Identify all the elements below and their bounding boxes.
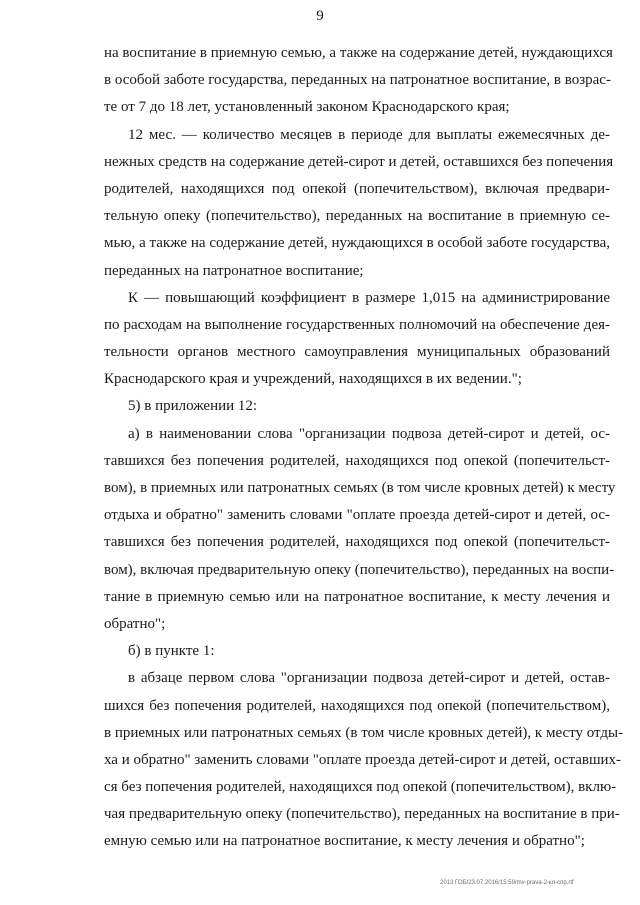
text-line: тельности органов местного самоуправления муниципальных образований (104, 344, 610, 361)
text-line: в абзаце первом слова "организации подвоза детей-сирот и детей, остав- (128, 670, 610, 687)
text-line: 12 мес. — количество месяцев в периоде для выплаты ежемесячных де- (128, 126, 610, 143)
page-number: 9 (316, 8, 324, 24)
text-line: тание в приемную семью или на патронатное воспитание, к месту лечения и (104, 588, 610, 605)
text-line: шихся без попечения родителей, находящихся под опекой (попечительством), (104, 697, 610, 714)
text-line: переданных на патронатное воспитание; (104, 262, 364, 279)
text-line: а) в наименовании слова "организации подвоза детей-сирот и детей, ос- (128, 425, 610, 442)
text-line: тавшихся без попечения родителей, находящихся под опекой (попечительст- (104, 452, 610, 469)
text-line: нежных средств на содержание детей-сирот и детей, оставшихся без попечения (104, 153, 614, 170)
text-line: вом), включая предварительную опеку (попечительство), переданных на воспи- (104, 561, 615, 578)
text-line: 5) в приложении 12: (128, 398, 258, 415)
text-line: отдыха и обратно" заменить словами "оплате проезда детей-сирот и детей, ос- (104, 507, 610, 524)
text-line: вом), в приемных или патронатных семьях (в том числе кровных детей) к месту (104, 480, 616, 496)
text-line: ся без попечения родителей, находящихся под опекой (попечительством), вклю- (104, 779, 617, 796)
text-line: Краснодарского края и учреждений, находящихся в их ведении."; (104, 371, 522, 388)
text-line: в приемных или патронатных семьях (в том числе кровных детей), к месту отды- (104, 724, 624, 741)
text-line: мью, а также на содержание детей, нуждающихся в особой заботе государства, (104, 235, 610, 252)
text-line: в особой заботе государства, переданных на патронатное воспитание, в возрас- (104, 72, 611, 89)
text-line: К — повышающий коэффициент в размере 1,015 на администрирование (128, 289, 610, 306)
text-line: родителей, находящихся под опекой (попечительством), включая предвари- (104, 180, 610, 197)
text-line: обратно"; (104, 615, 166, 632)
text-line: тельную опеку (попечительство), переданных на воспитание в приемную се- (104, 208, 610, 225)
document-footer-code: 2013 ГОБ/23.07.2016/15:59/mv-prava-2-кл-спр.rtf (440, 880, 574, 886)
text-line: тавшихся без попечения родителей, находящихся под опекой (попечительст- (104, 534, 610, 551)
text-line: б) в пункте 1: (128, 643, 215, 660)
text-line: те от 7 до 18 лет, установленный законом Краснодарского края; (104, 99, 510, 116)
document-body (104, 40, 624, 856)
text-line: на воспитание в приемную семью, а также на содержание детей, нуждающихся (104, 45, 613, 61)
text-line: емную семью или на патронатное воспитание, к месту лечения и обратно"; (104, 833, 585, 850)
text-line: чая предварительную опеку (попечительство), переданных на воспитание в при- (104, 806, 620, 823)
text-line: по расходам на выполнение государственных полномочий на обеспечение дея- (104, 316, 610, 333)
text-line: ха и обратно" заменить словами "оплате проезда детей-сирот и детей, оставших- (104, 751, 622, 768)
